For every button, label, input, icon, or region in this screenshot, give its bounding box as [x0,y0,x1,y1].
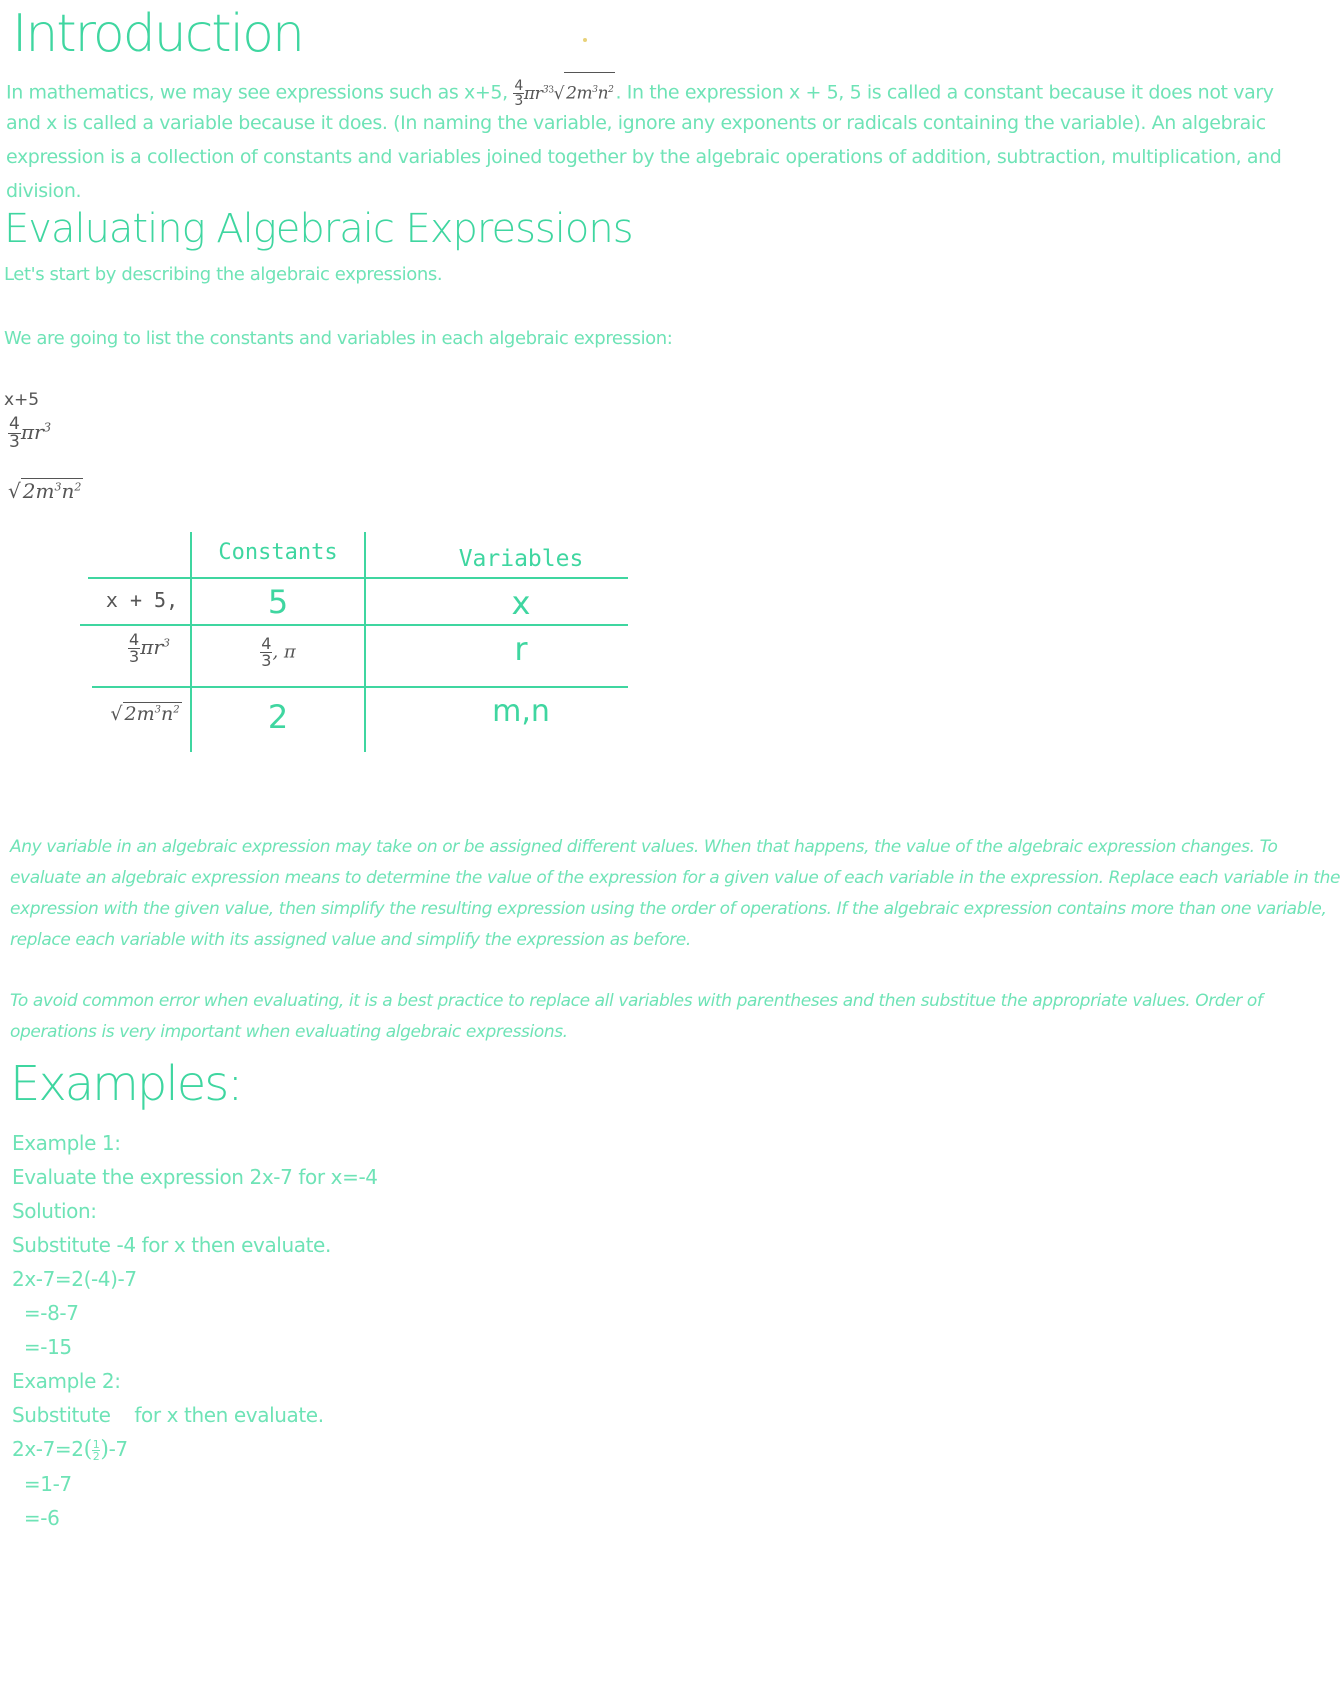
evaluating-line-2: We are going to list the constants and variables in each algebraic expression: [4,328,673,349]
table-row2-constant-sep: , π [272,641,296,663]
table-divider-horizontal-3 [92,686,628,688]
cube-root-expression: $^3$√ $2m^3n^2$ [548,84,615,104]
table-divider-horizontal-1 [88,577,628,579]
intro-line-3: expression is a collection of constants and variables joined together by the algebraic operations of addition, subtraction, multiplication, and [6,146,1282,168]
variable-line-4: replace each variable with its assigned value and simplify the expression as before. [10,930,691,950]
table-row2-variable: r [514,630,528,668]
expr-sqrt-2m3n2: √ $2m^3n^2$ [8,479,82,503]
example-1-step-2: =-8-7 [12,1301,79,1325]
table-row3-variable: m,n [492,694,550,729]
example-1-substitute: Substitute -4 for x then evaluate. [12,1233,331,1257]
expr-x-plus-5: x+5 [4,390,40,410]
example-1-label: Example 1: [12,1131,121,1155]
fraction-4-3: $\frac{4}{3}$ [514,77,523,109]
intro-text-a: In mathematics, we may see expressions such as x+5, [6,81,514,104]
example-2-step-3: =-6 [12,1506,60,1530]
table-row3-constant: 2 [267,698,289,736]
example-1-step-1: 2x-7=2(-4)-7 [12,1267,137,1291]
intro-text-b: . In the expression x + 5, 5 is called a constant because it does not vary [615,81,1274,104]
table-header-constants: Constants [218,540,338,565]
evaluating-title: Evaluating Algebraic Expressions [4,206,633,252]
table-row2-expr: $\frac{4}{3}$ $\pi r^3$ [129,630,170,666]
table-row1-variable: x [511,584,531,622]
example-1-solution-label: Solution: [12,1199,97,1223]
intro-title: Introduction [12,4,303,64]
table-header-variables: Variables [458,546,584,572]
example-2-substitute: Substitute for x then evaluate. [12,1403,324,1427]
example-2-step-1: 2x-7=2( $\frac{1}{2}$ )-7 [12,1437,128,1463]
table-divider-horizontal-2 [80,624,628,626]
intro-line-4: division. [6,180,82,202]
table-row2-constant: $\frac{4}{3}$ , π [261,634,296,670]
avoid-line-2: operations is very important when evaluating algebraic expressions. [10,1022,568,1042]
example-1-step-3: =-15 [12,1335,72,1359]
example-1-prompt: Evaluate the expression 2x-7 for x=-4 [12,1165,378,1189]
variable-paragraph [10,832,1340,956]
paren-one-half: ( $\frac{1}{2}$ ) [83,1437,109,1463]
intro-paragraph [6,72,1282,208]
table-row1-constant: 5 [267,583,289,621]
example-2-label: Example 2: [12,1369,121,1393]
example-2-step-1-text: 2x-7=2 [12,1437,84,1461]
expr-four-thirds-pi-r-cubed: $\frac{4}{3}$ $\pi r^3$ [9,414,52,452]
table-divider-vertical-2 [364,532,366,752]
variable-line-3: expression with the given value, then simplify the resulting expression using the order of operations. If the algebraic expression contains more than one variable, [10,899,1327,919]
variable-line-2: evaluate an algebraic expression means to determine the value of the expression for a given value of each variable in the expression. Replace each variable in the [10,868,1340,888]
evaluating-line-1: Let's start by describing the algebraic expressions. [4,264,443,285]
pi-r-cubed: $\pi r^3$ [523,83,549,104]
variable-line-1: Any variable in an algebraic expression may take on or be assigned different values. When that happens, the value of the algebraic expression changes. To [10,837,1278,857]
avoid-line-1: To avoid common error when evaluating, it is a best practice to replace all variables with parentheses and then substitue the appropriate values. Order of [10,991,1263,1011]
examples-block [12,1126,378,1535]
decorative-dot [583,38,587,42]
intro-line-2: and x is called a variable because it does. (In naming the variable, ignore any exponents or radicals containing the variable). An algebraic [6,112,1266,134]
avoid-paragraph [10,986,1263,1048]
examples-title: Examples: [10,1056,242,1112]
example-2-step-2: =1-7 [12,1472,72,1496]
table-divider-vertical-1 [190,532,192,752]
table-row1-expr: x + 5, [105,588,179,612]
table-row3-expr: √ $2m^3n^2$ [110,703,180,725]
